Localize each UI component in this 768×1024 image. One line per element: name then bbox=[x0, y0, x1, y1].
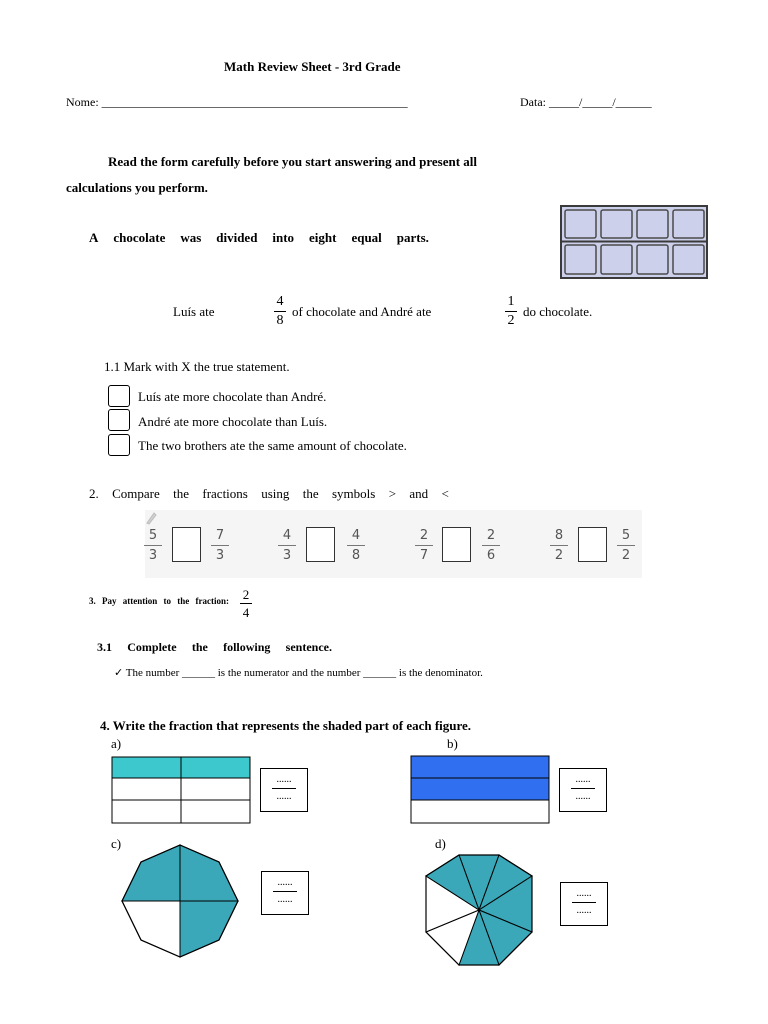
figure-b-label: b) bbox=[447, 736, 458, 751]
q1-sub-prompt: 1.1 Mark with X the true statement. bbox=[104, 359, 290, 374]
q1-sentence-start: Luís ate bbox=[173, 304, 215, 319]
figure-d-answer-box[interactable]: ...... ...... bbox=[560, 882, 608, 926]
figure-b-grid bbox=[410, 755, 550, 824]
pair-4-right-fraction: 5 2 bbox=[617, 529, 635, 562]
option-1-label: Luís ate more chocolate than André. bbox=[138, 389, 327, 404]
option-3-checkbox[interactable] bbox=[108, 434, 130, 456]
pair-1-left-fraction: 5 3 bbox=[144, 529, 162, 562]
fraction-4-8: 4 8 bbox=[274, 295, 286, 328]
option-1-checkbox[interactable] bbox=[108, 385, 130, 407]
q4-prompt: 4. Write the fraction that represents the shaded part of each figure. bbox=[100, 718, 472, 733]
pair-3-right-fraction: 2 6 bbox=[482, 529, 500, 562]
q3-prompt: 3. Pay attention to the fraction: bbox=[89, 596, 229, 606]
fraction-2-4: 2 4 bbox=[240, 588, 252, 619]
pair-3-left-fraction: 2 7 bbox=[415, 529, 433, 562]
figure-a-label: a) bbox=[111, 736, 122, 751]
figure-d-octagon bbox=[416, 852, 542, 968]
pair-1-answer-box[interactable] bbox=[172, 527, 201, 562]
name-field[interactable]: Nome: ___________________________________________________ bbox=[66, 95, 408, 109]
pair-3-answer-box[interactable] bbox=[442, 527, 471, 562]
figure-a-grid bbox=[111, 756, 251, 824]
pair-2-right-fraction: 4 8 bbox=[347, 529, 365, 562]
q3-sentence: ✓ The number ______ is the numerator and the number ______ is the denominator. bbox=[114, 667, 483, 679]
figure-b-answer-box[interactable]: ...... ...... bbox=[559, 768, 607, 812]
pair-2-answer-box[interactable] bbox=[306, 527, 335, 562]
figure-d-label: d) bbox=[435, 836, 446, 851]
option-3-label: The two brothers ate the same amount of chocolate. bbox=[138, 438, 407, 453]
q1-intro: A chocolate was divided into eight equal parts. bbox=[89, 230, 429, 245]
figure-a-answer-box[interactable]: ...... ...... bbox=[260, 768, 308, 812]
pair-1-right-fraction: 7 3 bbox=[211, 529, 229, 562]
q3-sub-prompt: 3.1 Complete the following sentence. bbox=[97, 640, 332, 654]
date-field[interactable]: Data: _____/_____/______ bbox=[520, 95, 652, 109]
figure-c-octagon bbox=[115, 843, 245, 959]
pair-4-answer-box[interactable] bbox=[578, 527, 607, 562]
chocolate-bar-image bbox=[560, 205, 708, 279]
fraction-1-2: 1 2 bbox=[505, 295, 517, 328]
option-2-checkbox[interactable] bbox=[108, 409, 130, 431]
pair-4-left-fraction: 8 2 bbox=[550, 529, 568, 562]
q2-prompt: 2. Compare the fractions using the symbols > and < bbox=[89, 486, 449, 501]
q1-sentence-end: do chocolate. bbox=[523, 304, 593, 319]
pair-2-left-fraction: 4 3 bbox=[278, 529, 296, 562]
instructions-line-2: calculations you perform. bbox=[66, 180, 208, 195]
figure-c-label: c) bbox=[111, 836, 122, 851]
instructions-line-1: Read the form carefully before you start answering and present all bbox=[108, 154, 478, 169]
figure-c-answer-box[interactable]: ...... ...... bbox=[261, 871, 309, 915]
pencil-icon bbox=[145, 510, 159, 526]
page-title: Math Review Sheet - 3rd Grade bbox=[224, 59, 401, 74]
q1-sentence-mid: of chocolate and André ate bbox=[292, 304, 432, 319]
checkmark-icon: ✓ bbox=[114, 667, 124, 679]
option-2-label: André ate more chocolate than Luís. bbox=[138, 414, 328, 429]
